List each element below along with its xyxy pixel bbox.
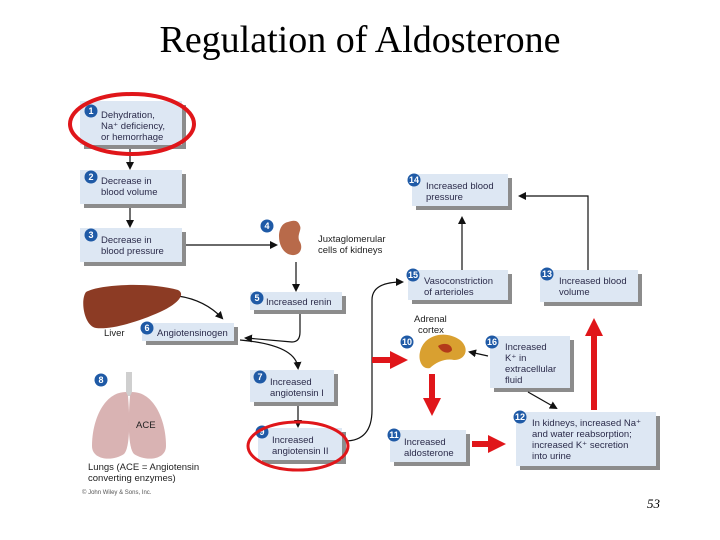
svg-text:Increased: Increased [270, 377, 312, 388]
svg-text:Vasoconstriction: Vasoconstriction [424, 276, 493, 287]
liver-icon [83, 285, 181, 328]
arrow-12-detail [528, 392, 556, 408]
svg-text:blood pressure: blood pressure [101, 246, 164, 257]
svg-text:9: 9 [259, 427, 265, 437]
svg-text:Increased: Increased [505, 342, 547, 353]
svg-text:2: 2 [88, 172, 94, 182]
svg-text:Increased renin: Increased renin [266, 297, 332, 308]
svg-text:Angiotensinogen: Angiotensinogen [157, 328, 228, 339]
svg-text:converting enzymes): converting enzymes) [88, 473, 176, 484]
step-box-16 [486, 336, 575, 393]
step-box-9 [256, 426, 347, 465]
svg-text:aldosterone: aldosterone [404, 448, 454, 459]
svg-text:15: 15 [407, 270, 419, 280]
step-box-14 [408, 174, 513, 211]
step-box-11 [388, 429, 471, 467]
svg-text:Increased blood: Increased blood [559, 276, 627, 287]
lungs-label: Lungs (ACE = Angiotensin [88, 462, 200, 473]
arrow-liver-to-6 [178, 296, 222, 318]
step-box-3 [80, 228, 186, 266]
step-text: or hemorrhage [101, 132, 164, 143]
svg-text:into urine: into urine [532, 451, 572, 462]
svg-text:angiotensin I: angiotensin I [270, 388, 324, 399]
arrow-5-to-6 [246, 312, 300, 342]
slide-title: Regulation of Aldosterone [159, 19, 561, 61]
step-4-kidney [261, 220, 386, 257]
juxtaglomerular-label: Juxtaglomerular [318, 234, 386, 245]
svg-text:13: 13 [541, 269, 553, 279]
svg-text:and water reabsorption;: and water reabsorption; [532, 429, 632, 440]
svg-text:pressure: pressure [426, 192, 463, 203]
svg-text:4: 4 [264, 221, 270, 231]
step-number: 1 [88, 106, 94, 116]
arrow-6-to-7 [240, 340, 298, 368]
step-box-5 [250, 292, 346, 315]
svg-text:6: 6 [144, 323, 150, 333]
svg-text:11: 11 [389, 430, 399, 440]
step-box-13 [540, 268, 642, 307]
svg-text:increased K⁺ secretion: increased K⁺ secretion [532, 440, 629, 451]
svg-text:Increased: Increased [272, 435, 314, 446]
svg-text:volume: volume [559, 287, 590, 298]
svg-text:Decrease in: Decrease in [101, 176, 152, 187]
step-box-15 [407, 269, 513, 305]
svg-text:12: 12 [514, 412, 526, 422]
arrow-13-to-14 [520, 196, 588, 270]
arrow-16-to-10 [470, 352, 488, 356]
adrenal-gland-icon [419, 335, 465, 369]
svg-text:In kidneys, increased Na⁺: In kidneys, increased Na⁺ [532, 418, 642, 429]
step-box-7 [250, 370, 338, 406]
svg-text:K⁺ in: K⁺ in [505, 353, 527, 364]
left-lung-icon [92, 392, 129, 459]
step-box-6 [141, 322, 239, 346]
svg-text:angiotensin II: angiotensin II [272, 446, 329, 457]
svg-text:cortex: cortex [418, 325, 444, 336]
step-text: Na⁺ deficiency, [101, 121, 165, 132]
svg-text:3: 3 [88, 230, 94, 240]
adrenal-cortex [401, 314, 466, 368]
svg-text:fluid: fluid [505, 375, 523, 386]
svg-text:7: 7 [257, 372, 263, 382]
svg-text:16: 16 [486, 337, 498, 347]
step-text: Dehydration, [101, 110, 155, 121]
svg-text:Increased: Increased [404, 437, 446, 448]
step-box-1 [80, 101, 186, 149]
slide-number: 53 [647, 496, 660, 511]
adrenal-label: Adrenal [414, 314, 447, 325]
lungs [88, 372, 199, 484]
trachea [126, 372, 132, 396]
svg-text:8: 8 [98, 375, 104, 385]
copyright-notice: © John Wiley & Sons, Inc. [82, 490, 152, 496]
svg-text:14: 14 [408, 175, 420, 185]
svg-text:extracellular: extracellular [505, 364, 557, 375]
svg-text:of arterioles: of arterioles [424, 287, 474, 298]
svg-text:blood volume: blood volume [101, 187, 158, 198]
svg-text:cells of kidneys: cells of kidneys [318, 245, 383, 256]
step-box-12 [514, 411, 661, 471]
step-box-2 [80, 170, 186, 208]
kidney-icon [279, 221, 301, 255]
svg-text:Increased blood: Increased blood [426, 181, 494, 192]
svg-text:10: 10 [401, 337, 413, 347]
liver-label: Liver [104, 328, 125, 339]
ace-label: ACE [136, 420, 156, 431]
flow-connectors [130, 146, 588, 441]
svg-text:5: 5 [254, 293, 260, 303]
svg-text:Decrease in: Decrease in [101, 235, 152, 246]
